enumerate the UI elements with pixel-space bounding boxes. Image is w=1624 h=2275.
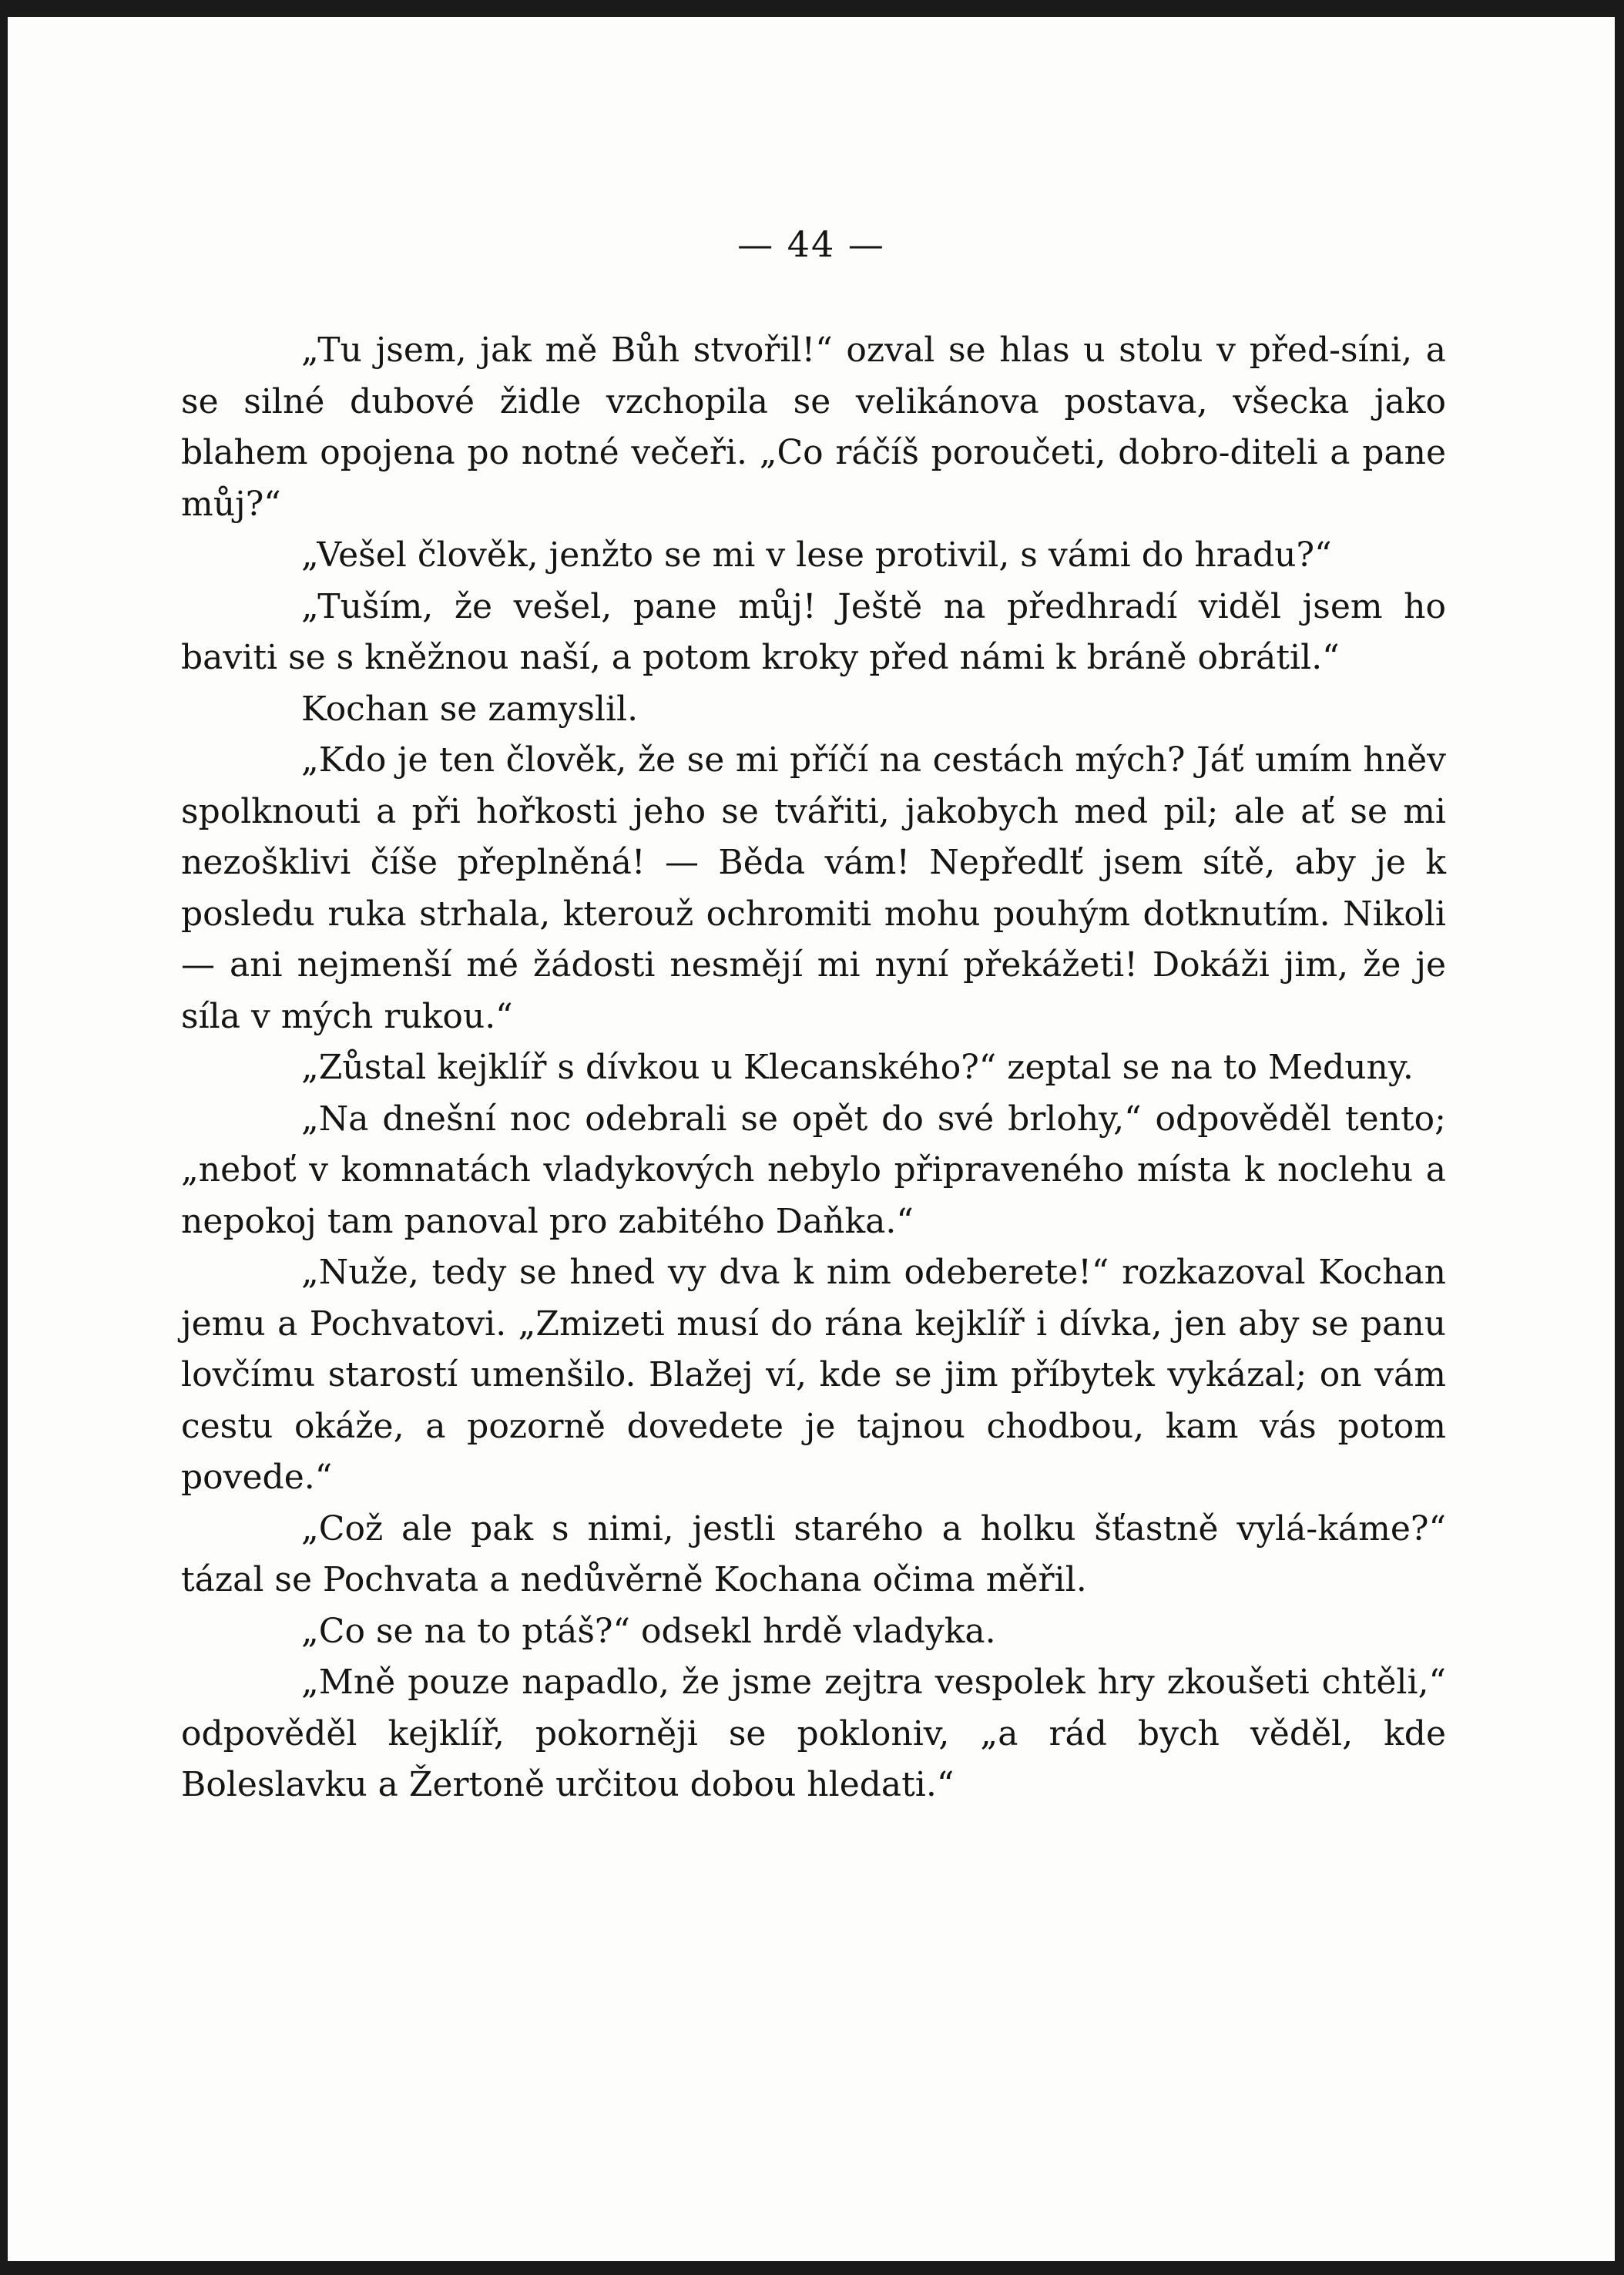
paragraph: „Což ale pak s nimi, jestli starého a holku šťastně vylá-káme?“ tázal se Pochvata a nedůvěrně Kochana očima měřil. — [181, 1508, 1446, 1599]
paragraph: Kochan se zamyslil. — [301, 689, 639, 729]
paragraph: „Vešel člověk, jenžto se mi v lese protivil, s vámi do hradu?“ — [301, 535, 1332, 575]
paragraph: „Kdo je ten člověk, že se mi příčí na cestách mých? Jáť umím hněv spolknouti a při hořkosti jeho se tvářiti, jakobych med pil; ale ať se mi nezošklivi číše přeplněná! — Běda vám! Nepředlť jsem sítě, aby je k posledu ruka strhala, kterouž ochromiti mohu pouhým dotknutím. Nikoli — ani nejmenší mé žádosti nesmějí mi nyní překážeti! Dokáži jim, že je síla v mých rukou.“ — [181, 740, 1446, 1036]
paragraph: „Mně pouze napadlo, že jsme zejtra vespolek hry zkoušeti chtěli,“ odpověděl kejklíř, pokorněji se pokloniv, „a rád bych věděl, kde Boleslavku a Žertoně určitou dobou hledati.“ — [181, 1663, 1446, 1804]
page-number: — 44 — — [737, 223, 885, 265]
paragraph: „Nuže, tedy se hned vy dva k nim odeberete!“ rozkazoval Kochan jemu a Pochvatovi. „Zmizeti musí do rána kejklíř i dívka, jen aby se panu lovčímu starostí umenšilo. Blažej ví, kde se jim příbytek vykázal; on vám cestu okáže, a pozorně dovedete je tajnou chodbou, kam vás potom povede.“ — [181, 1253, 1446, 1497]
body-text — [181, 325, 1446, 1811]
paragraph: „Zůstal kejklíř s dívkou u Klecanského?“ zeptal se na to Meduny. — [301, 1048, 1414, 1087]
paragraph: „Co se na to ptáš?“ odsekl hrdě vladyka. — [301, 1611, 996, 1651]
paragraph: „Tu jsem, jak mě Bůh stvořil!“ ozval se hlas u stolu v před-síni, a se silné dubové židle vzchopila se velikánova postava, všecka jako blahem opojena po notné večeři. „Co ráčíš poroučeti, dobro-diteli a pane můj?“ — [181, 331, 1446, 524]
paragraph: „Na dnešní noc odebrali se opět do své brlohy,“ odpověděl tento; „neboť v komnatách vladykových nebylo připraveného místa k noclehu a nepokoj tam panoval pro zabitého Daňka.“ — [181, 1099, 1446, 1241]
paragraph: „Tuším, že vešel, pane můj! Ještě na předhradí viděl jsem ho baviti se s kněžnou naší, a potom kroky před námi k bráně obrátil.“ — [181, 586, 1446, 677]
